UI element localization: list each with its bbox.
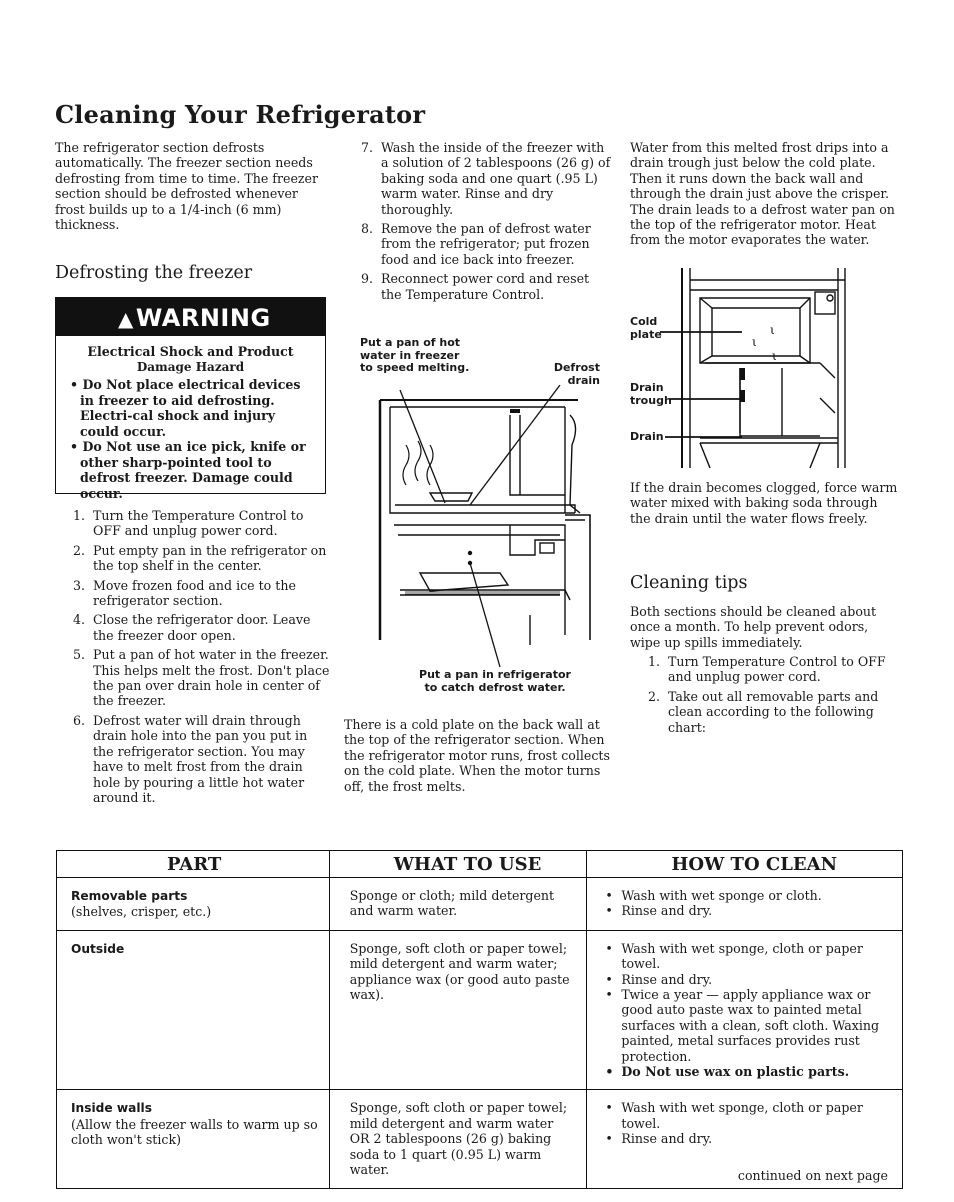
step-item: 8. Remove the pan of defrost water from the refrigerator; put frozen food and ice back into freezer. (361, 221, 591, 267)
table-row (57, 1090, 903, 1188)
page-title: Cleaning Your Refrigerator (55, 100, 426, 129)
what-to-use-cell: Sponge or cloth; mild detergent and warm water. (329, 878, 587, 931)
column-header: PART (57, 851, 330, 878)
table-row (57, 930, 903, 1090)
step-item: 2. Take out all removable parts and clean according to the following chart: (648, 688, 879, 735)
cleaning-tips-steps (648, 654, 898, 739)
intro-paragraph: The refrigerator section defrosts automatically. The freezer section needs defrosting from time to time. The freezer section should be defrosted whenever frost builds up to a 1/4-inch (6 mm) thickness. (55, 140, 318, 233)
list-item: • Rinse and dry. (601, 1131, 892, 1146)
warning-title: Electrical Shock and Product (87, 344, 294, 359)
how-to-clean-cell (587, 1090, 903, 1188)
step-item: 7. Wash the inside of the freezer with a solution of 2 tablespoons (26 g) of baking soda and one quart (.95 L) warm water. Rinse and dry thoroughly. (361, 140, 611, 217)
freezer-defrost-illustration (360, 385, 605, 670)
step-item: 4. Close the refrigerator door. Leave the freezer door open. (73, 612, 311, 643)
part-cell: Outside (57, 930, 330, 1090)
what-to-use-cell: Sponge, soft cloth or paper towel; mild detergent and warm water; appliance wax (or good auto paste wax). (329, 930, 587, 1090)
warning-triangle-icon: ▲ (118, 307, 134, 331)
part-cell: Removable parts (shelves, crisper, etc.) (57, 878, 330, 931)
melted-frost-paragraph: Water from this melted frost drips into a drain trough just below the cold plate. Then it runs down the back wall and through the drain just above the crisper. The drain leads to a defrost water pan on the top of the refrigerator motor. Heat from the motor evaporates the water. (630, 140, 895, 248)
step-item: 9. Reconnect power cord and reset the Temperature Control. (361, 271, 590, 302)
defrost-steps-list-b (361, 140, 611, 306)
step-item: 5. Put a pan of hot water in the freezer. This helps melt the frost. Don't place the pan over drain hole in center of the freezer. (73, 647, 330, 709)
label-pan-refrigerator: Put a pan in refrigerator to catch defrost water. (419, 668, 571, 694)
label-pan-hot-water: Put a pan of hot water in freezer to speed melting. (360, 336, 470, 374)
table-row (57, 878, 903, 931)
warning-banner: ▲WARNING (56, 298, 325, 336)
label-defrost-drain: Defrost drain (553, 361, 600, 387)
svg-text:ι: ι (770, 323, 775, 337)
warning-bullet: • Do Not place electrical devices in freezer to aid defrosting. Electri-cal shock and injury could occur. (70, 377, 301, 439)
column-header: WHAT TO USE (329, 851, 587, 878)
list-item: • Wash with wet sponge or cloth. (601, 888, 892, 903)
list-item: • Rinse and dry. (601, 903, 892, 918)
how-to-clean-cell (587, 930, 903, 1090)
label-cold-plate: Cold plate (630, 315, 662, 341)
defrost-heading: Defrosting the freezer (55, 263, 253, 283)
column-header: HOW TO CLEAN (587, 851, 903, 878)
list-item: • Twice a year — apply appliance wax or good auto paste wax to painted metal surfaces with a clean, soft cloth. Waxing painted, metal surfaces provides rust protection. (601, 987, 892, 1064)
part-cell: Inside walls (Allow the freezer walls to warm up so cloth won't stick) (57, 1090, 330, 1188)
list-item: • Do Not use wax on plastic parts. (601, 1064, 892, 1079)
list-item: • Wash with wet sponge, cloth or paper towel. (601, 941, 892, 972)
list-item: • Rinse and dry. (601, 972, 892, 987)
step-item: 6. Defrost water will drain through drain hole into the pan you put in the refrigerator section. You may have to melt frost from the drain hole by pouring a little hot water around it. (73, 712, 308, 805)
clogged-drain-paragraph: If the drain becomes clogged, force warm water mixed with baking soda through the drain until the water flows freely. (630, 480, 898, 526)
label-drain: Drain (630, 430, 664, 443)
warning-box (55, 297, 326, 501)
label-drain-trough: Drain trough (630, 381, 672, 407)
svg-text:ι: ι (772, 349, 777, 363)
defrost-steps-list-a (73, 508, 331, 809)
table-header-row (57, 851, 903, 878)
step-item: 3. Move frozen food and ice to the refrigerator section. (73, 577, 296, 609)
what-to-use-cell: Sponge, soft cloth or paper towel; mild detergent and warm water OR 2 tablespoons (26 g) baking soda to 1 quart (0.95 L) warm water. (329, 1090, 587, 1188)
cleaning-tips-intro: Both sections should be cleaned about once a month. To help prevent odors, wipe up spills immediately. (630, 604, 877, 650)
warning-subtitle: Damage Hazard (136, 359, 245, 374)
warning-bullet: • Do Not use an ice pick, knife or other sharp-pointed tool to defrost freezer. Damage could occur. (70, 439, 306, 501)
refrigerator-drain-diagram (660, 268, 850, 473)
step-item: 2. Put empty pan in the refrigerator on the top shelf in the center. (73, 542, 327, 574)
continued-note: continued on next page (737, 1168, 888, 1184)
step-item: 1. Turn Temperature Control to OFF and unplug power cord. (648, 654, 886, 685)
step-item: 1. Turn the Temperature Control to OFF and unplug power cord. (73, 508, 304, 539)
svg-text:ι: ι (752, 335, 757, 349)
cleaning-chart-table (56, 850, 903, 1189)
list-item: • Wash with wet sponge, cloth or paper towel. (601, 1100, 892, 1131)
cleaning-tips-heading: Cleaning tips (630, 573, 748, 593)
how-to-clean-cell (587, 878, 903, 931)
cold-plate-paragraph: There is a cold plate on the back wall at the top of the refrigerator section. When the refrigerator motor runs, frost collects on the cold plate. When the motor turns off, the frost melts. (344, 717, 610, 794)
